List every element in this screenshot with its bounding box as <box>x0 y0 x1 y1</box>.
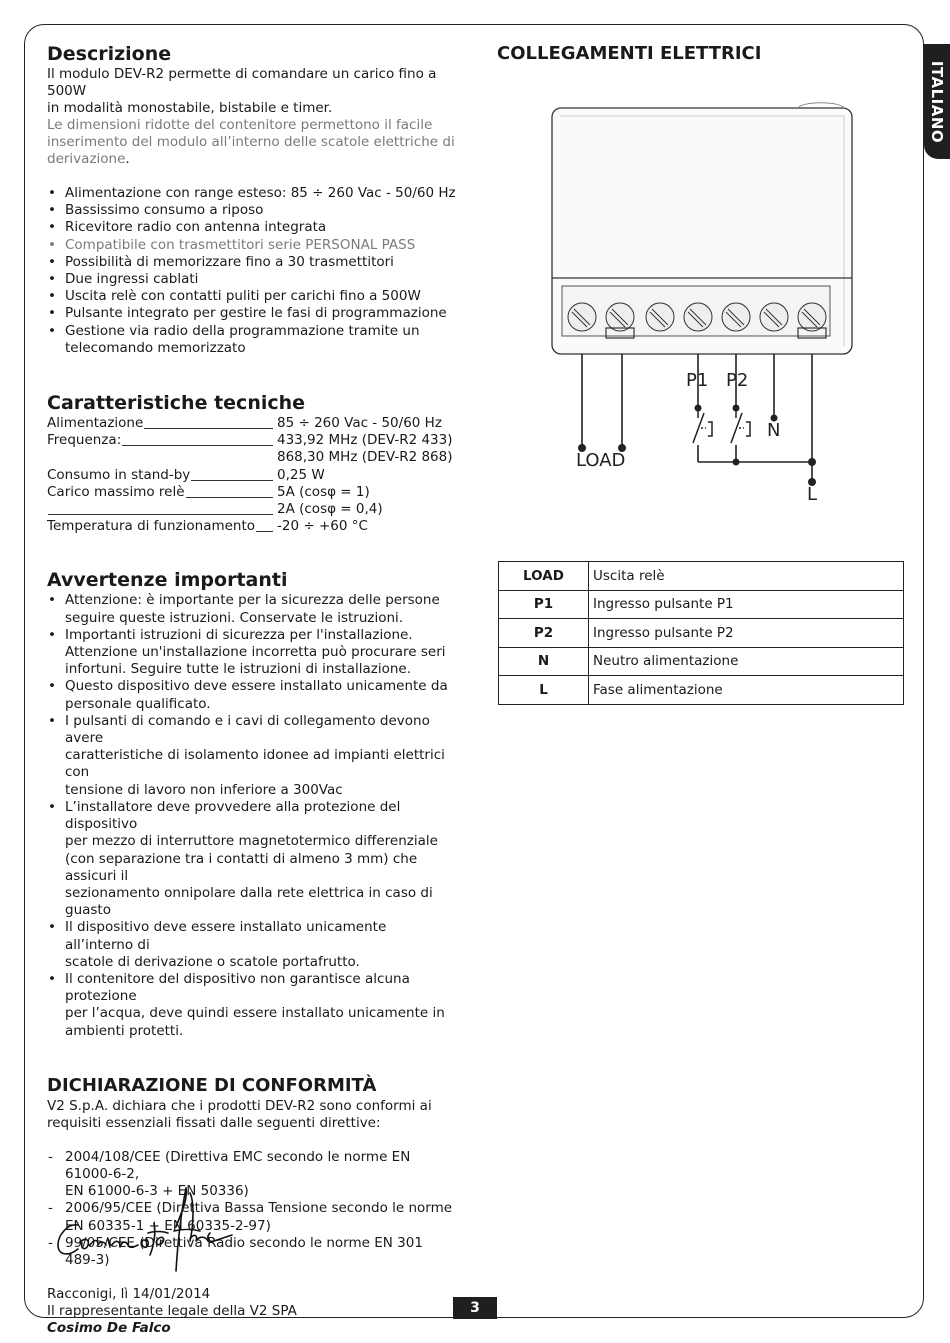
spec-value: 433,92 MHz (DEV-R2 433) <box>277 432 453 449</box>
signer-name: Cosimo De Falco <box>47 1320 171 1337</box>
table-row <box>499 647 904 676</box>
avvertenze-list <box>47 592 457 1039</box>
grey-line: derivazione <box>47 151 126 167</box>
spec-row <box>47 415 457 432</box>
label-l: L <box>807 484 818 505</box>
grey-line: inserimento del modulo all’interno delle scatole elettriche di <box>47 134 455 150</box>
descrizione-section <box>47 42 457 357</box>
spec-table <box>47 415 457 535</box>
legend-desc: Ingresso pulsante P1 <box>589 590 904 619</box>
wiring-diagram <box>540 100 860 510</box>
legend-desc: Fase alimentazione <box>589 676 904 705</box>
spec-row <box>47 449 457 466</box>
list-item: • Possibilità di memorizzare fino a 30 trasmettitori <box>47 254 457 271</box>
list-item: • Questo dispositivo deve essere installato unicamente da personale qualificato. <box>47 678 457 712</box>
label-p2: P2 <box>726 370 749 391</box>
features-list <box>47 185 457 357</box>
caratteristiche-section <box>47 391 457 535</box>
intro-line: Il modulo DEV-R2 permette di comandare un carico fino a 500W <box>47 66 437 99</box>
spec-value: 5A (cosφ = 1) <box>277 483 370 500</box>
device-top-bump <box>798 103 844 108</box>
list-item-continuation: telecomando memorizzato <box>65 339 246 356</box>
junction-dots <box>578 405 816 487</box>
spec-value: 0,25 W <box>277 466 325 483</box>
place-date: Racconigi, lì 14/01/2014 <box>47 1286 211 1303</box>
legend-desc: Neutro alimentazione <box>589 647 904 676</box>
list-item: • Il contenitore del dispositivo non garantisce alcuna protezione per l’acqua, deve quindi essere installato unicamente in ambienti protetti. <box>47 971 457 1040</box>
spec-row <box>47 518 457 535</box>
spec-row <box>47 484 457 501</box>
spec-label: Frequenza: <box>47 432 122 449</box>
conformita-title: DICHIARAZIONE DI CONFORMITÀ <box>47 1074 377 1096</box>
legend-key: LOAD <box>499 562 589 591</box>
right-column <box>497 42 907 66</box>
label-n: N <box>767 420 781 441</box>
list-item: • I pulsanti di comando e i cavi di collegamento devono avere caratteristiche di isolamento idonee ad impianti elettrici con tensione di lavoro non inferiore a 300Vac <box>47 713 457 799</box>
list-item: • Attenzione: è importante per la sicurezza delle persone seguire queste istruzioni. Conservate le istruzioni. <box>47 592 457 626</box>
terminal-screw-icon <box>606 303 634 331</box>
table-row <box>499 562 904 591</box>
spec-row <box>47 501 457 518</box>
legend-desc: Ingresso pulsante P2 <box>589 619 904 648</box>
switch-p2-icon <box>731 411 750 443</box>
list-item: • Compatibile con trasmettitori serie PERSONAL PASS <box>47 237 457 254</box>
terminal-screw-icon <box>568 303 596 331</box>
list-item: • Il dispositivo deve essere installato unicamente all’interno di scatole di derivazione o scatole portafrutto. <box>47 919 457 971</box>
label-load: LOAD <box>576 450 626 471</box>
grey-line: Le dimensioni ridotte del contenitore permettono il facile <box>47 117 433 133</box>
spec-value: 2A (cosφ = 0,4) <box>277 501 383 518</box>
legend-key: L <box>499 676 589 705</box>
list-item: • Pulsante integrato per gestire le fasi di programmazione <box>47 305 457 322</box>
list-item: • Alimentazione con range esteso: 85 ÷ 260 Vac - 50/60 Hz <box>47 185 457 202</box>
spec-label: Alimentazione <box>47 415 144 432</box>
spec-value: 85 ÷ 260 Vac - 50/60 Hz <box>277 415 442 432</box>
list-item: • Importanti istruzioni di sicurezza per l'installazione. Attenzione un'installazione incorretta può procurare seri infortuni. Seguire tutte le istruzioni di installazione. <box>47 627 457 679</box>
terminal-screw-icon <box>684 303 712 331</box>
left-column <box>47 42 457 1337</box>
legend-desc: Uscita relè <box>589 562 904 591</box>
language-tab <box>924 44 950 159</box>
avvertenze-title: Avvertenze importanti <box>47 569 288 592</box>
terminal-screw-icon <box>760 303 788 331</box>
avvertenze-section <box>47 568 457 1039</box>
table-row <box>499 676 904 705</box>
intro-line: in modalità monostabile, bistabile e timer. <box>47 100 333 116</box>
descrizione-grey <box>47 117 457 168</box>
list-item: - 2006/95/CEE (Direttiva Bassa Tensione secondo le norme EN 60335-1 + EN 60335-2-97) <box>47 1200 457 1234</box>
descrizione-intro <box>47 66 457 117</box>
conformita-intro: V2 S.p.A. dichiara che i prodotti DEV-R2 sono conformi ai requisiti essenziali fissati dalle seguenti direttive: <box>47 1097 432 1131</box>
list-item: • Bassissimo consumo a riposo <box>47 202 457 219</box>
signature-icon <box>50 1183 250 1278</box>
list-item: • L’installatore deve provvedere alla protezione del dispositivo per mezzo di interruttore magnetotermico differenziale (con separazione tra i contatti di almeno 3 mm) che assicuri il sezionamento onnipolare dalla rete elettrica in caso di guasto <box>47 799 457 919</box>
collegamenti-title: COLLEGAMENTI ELETTRICI <box>497 43 762 64</box>
descrizione-title: Descrizione <box>47 43 172 65</box>
list-item: • Due ingressi cablati <box>47 271 457 288</box>
terminal-screw-icon <box>722 303 750 331</box>
spec-label: Carico massimo relè <box>47 483 185 500</box>
grey-line-end: . <box>125 151 130 167</box>
connections-legend-table <box>498 561 904 705</box>
label-p1: P1 <box>686 370 709 391</box>
list-item: - 99/05/CEE (Direttiva Radio secondo le norme EN 301 489-3) <box>47 1235 457 1269</box>
list-item: • Ricevitore radio con antenna integrata <box>47 219 457 236</box>
table-row <box>499 619 904 648</box>
spec-label: Consumo in stand-by <box>47 466 191 483</box>
terminal-screw-icon <box>646 303 674 331</box>
legend-key: P2 <box>499 619 589 648</box>
legend-key: P1 <box>499 590 589 619</box>
list-item: • Gestione via radio della programmazione tramite un <box>47 323 457 340</box>
terminal-screw-icon <box>798 303 826 331</box>
spec-value: 868,30 MHz (DEV-R2 868) <box>277 449 453 466</box>
list-item: • Uscita relè con contatti puliti per carichi fino a 500W <box>47 288 457 305</box>
list-item: - 2004/108/CEE (Direttiva EMC secondo le norme EN 61000-6-2, EN 61000-6-3 + EN 50336) <box>47 1149 457 1201</box>
caratteristiche-title: Caratteristiche tecniche <box>47 392 306 415</box>
representative: Il rappresentante legale della V2 SPA <box>47 1303 297 1320</box>
spec-label: Temperatura di funzionamento <box>47 518 256 535</box>
spec-row <box>47 432 457 449</box>
switch-p1-icon <box>693 411 712 443</box>
table-row <box>499 590 904 619</box>
legend-key: N <box>499 647 589 676</box>
page-number: 3 <box>453 1297 497 1319</box>
language-tab-label: ITALIANO <box>928 60 946 143</box>
spec-value: -20 ÷ +60 °C <box>277 518 368 535</box>
spec-row <box>47 467 457 484</box>
